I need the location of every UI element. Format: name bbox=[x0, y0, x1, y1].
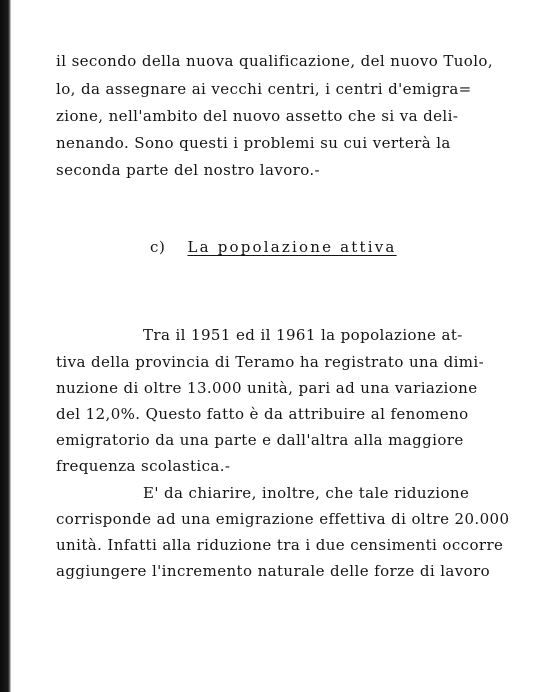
paragraph-1-line-4: nenando. Sono questi i problemi su cui verterà la bbox=[56, 134, 451, 152]
paragraph-2-line-6: frequenza scolastica.- bbox=[56, 457, 231, 475]
scan-edge-shadow bbox=[0, 0, 11, 692]
section-heading bbox=[150, 238, 397, 256]
paragraph-3-line-3: unità. Infatti alla riduzione tra i due censimenti occorre bbox=[56, 536, 504, 554]
paragraph-1-line-1: il secondo della nuova qualificazione, del nuovo Tuolo, bbox=[56, 52, 494, 70]
paragraph-1-line-5: seconda parte del nostro lavoro.- bbox=[56, 161, 321, 179]
section-letter: c) bbox=[150, 238, 166, 256]
paragraph-1-line-3: zione, nell'ambito del nuovo assetto che si va deli- bbox=[56, 107, 459, 125]
paragraph-3-line-1: E' da chiarire, inoltre, che tale riduzione bbox=[143, 484, 470, 502]
section-title: La popolazione attiva bbox=[187, 238, 397, 256]
paragraph-2-line-3: nuzione di oltre 13.000 unità, pari ad una variazione bbox=[56, 379, 478, 397]
paragraph-2-line-4: del 12,0%. Questo fatto è da attribuire al fenomeno bbox=[56, 405, 469, 423]
paragraph-1-line-2: lo, da assegnare ai vecchi centri, i centri d'emigra= bbox=[56, 80, 472, 98]
paragraph-2-line-5: emigratorio da una parte e dall'altra alla maggiore bbox=[56, 431, 464, 449]
paragraph-3-line-4: aggiungere l'incremento naturale delle forze di lavoro bbox=[56, 562, 491, 580]
paragraph-2-line-1: Tra il 1951 ed il 1961 la popolazione at- bbox=[143, 326, 463, 344]
paragraph-3-line-2: corrisponde ad una emigrazione effettiva di oltre 20.000 bbox=[56, 510, 510, 528]
paragraph-2-line-2: tiva della provincia di Teramo ha registrato una dimi- bbox=[56, 353, 485, 371]
